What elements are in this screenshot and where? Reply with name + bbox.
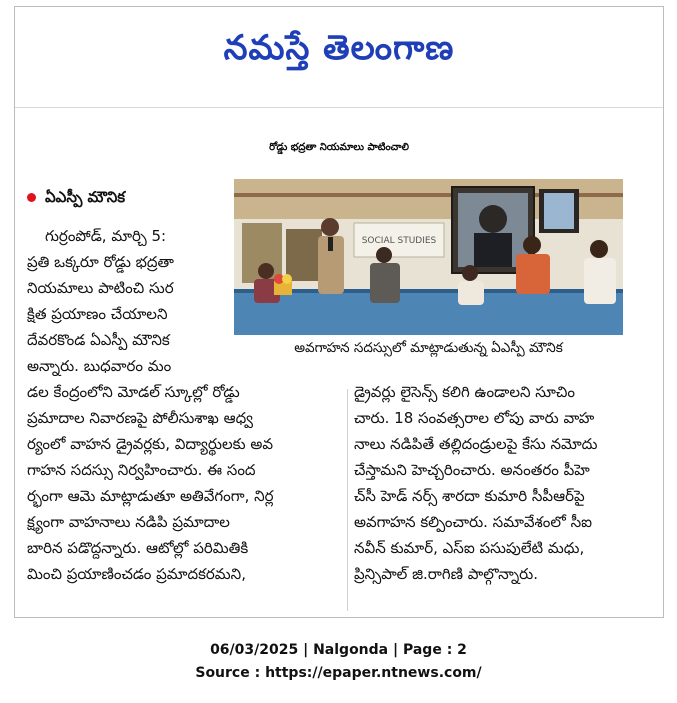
newspaper-clipping <box>14 6 664 618</box>
body-line: అన్నారు. బుధవారం మం <box>27 357 172 375</box>
body-line: డ్రైవర్లు లైసెన్స్ కలిగి ఉండాలని సూచిం <box>354 383 575 401</box>
body-line: ప్రిన్సిపాల్ జి.రాగిణి పాల్గొన్నారు. <box>354 565 539 583</box>
body-line: చారు. 18 సంవత్సరాల లోపు వారు వాహ <box>354 409 595 427</box>
body-line: ప్రమాదాల నివారణపై పోలీసుశాఖ ఆధ్వ <box>27 409 253 427</box>
article-byline <box>27 187 125 207</box>
photo-illustration <box>234 179 623 335</box>
edition-info: 06/03/2025 | Nalgonda | Page : 2 <box>210 642 467 658</box>
column-divider <box>347 389 348 611</box>
body-line: నవీన్ కుమార్, ఎస్ఐ పసుపులేటి మధు, <box>354 539 585 557</box>
source-line: Source : https://epaper.ntnews.com/ <box>195 665 482 681</box>
body-line: నియమాలు పాటించి సుర <box>27 279 174 297</box>
body-line: క్షిత ప్రయాణం చేయాలని <box>27 305 168 323</box>
body-line: డల కేంద్రంలోని మోడల్ స్కూల్లో రోడ్డు <box>27 383 240 401</box>
byline-text: ఏఎస్పీ మౌనిక <box>45 188 126 206</box>
bullet-dot-icon <box>27 193 36 202</box>
body-column-left <box>27 379 343 587</box>
banner-label: SOCIAL STUDIES <box>361 236 437 246</box>
body-line: చేస్తామని హెచ్చరించారు. అనంతరం పీహె <box>354 461 590 479</box>
body-line: దేవరకొండ ఏఎస్పీ మౌనిక <box>27 331 170 349</box>
body-column-left-top <box>27 223 237 379</box>
body-line: అవగాహన కల్పించారు. సమావేశంలో సీఐ <box>354 513 593 531</box>
body-line: గుర్రంపోడ్, మార్చి 5: <box>45 227 167 245</box>
body-line: ర్యంలో వాహన డ్రైవర్లకు, విద్యార్థులకు అవ <box>27 435 274 453</box>
article-photo <box>234 179 623 335</box>
body-line: గాహన సదస్సు నిర్వహించారు. ఈ సంద <box>27 461 256 479</box>
article-headline: రోడ్డు భద్రతా నియమాలు పాటించాలి <box>269 142 409 153</box>
body-line: ర్భంగా ఆమె మాట్లాడుతూ అతివేగంగా, నిర్ల <box>27 487 274 505</box>
body-line: బారిన పడొద్దన్నారు. ఆటోల్లో పరిమితికి <box>27 539 249 557</box>
body-line: నాలు నడిపితే తల్లిదండ్రులపై కేసు నమోదు <box>354 435 598 453</box>
photo-caption: అవగాహన సదస్సులో మాట్లాడుతున్న ఏఎస్పీ మౌనిక <box>294 340 563 356</box>
body-line: చ్‌సీ హెడ్ నర్స్ శారదా కుమారి సీపీఆర్‌పై <box>354 487 585 505</box>
masthead-divider <box>15 107 663 108</box>
newspaper-masthead: నమస్తే తెలంగాణ <box>223 28 455 68</box>
body-line: క్ష్యంగా వాహనాలు నడిపి ప్రమాదాల <box>27 513 230 531</box>
body-line: మించి ప్రయాణించడం ప్రమాదకరమని, <box>27 565 246 583</box>
body-column-right <box>354 379 650 587</box>
body-line: ప్రతి ఒక్కరూ రోడ్డు భద్రతా <box>27 253 174 271</box>
